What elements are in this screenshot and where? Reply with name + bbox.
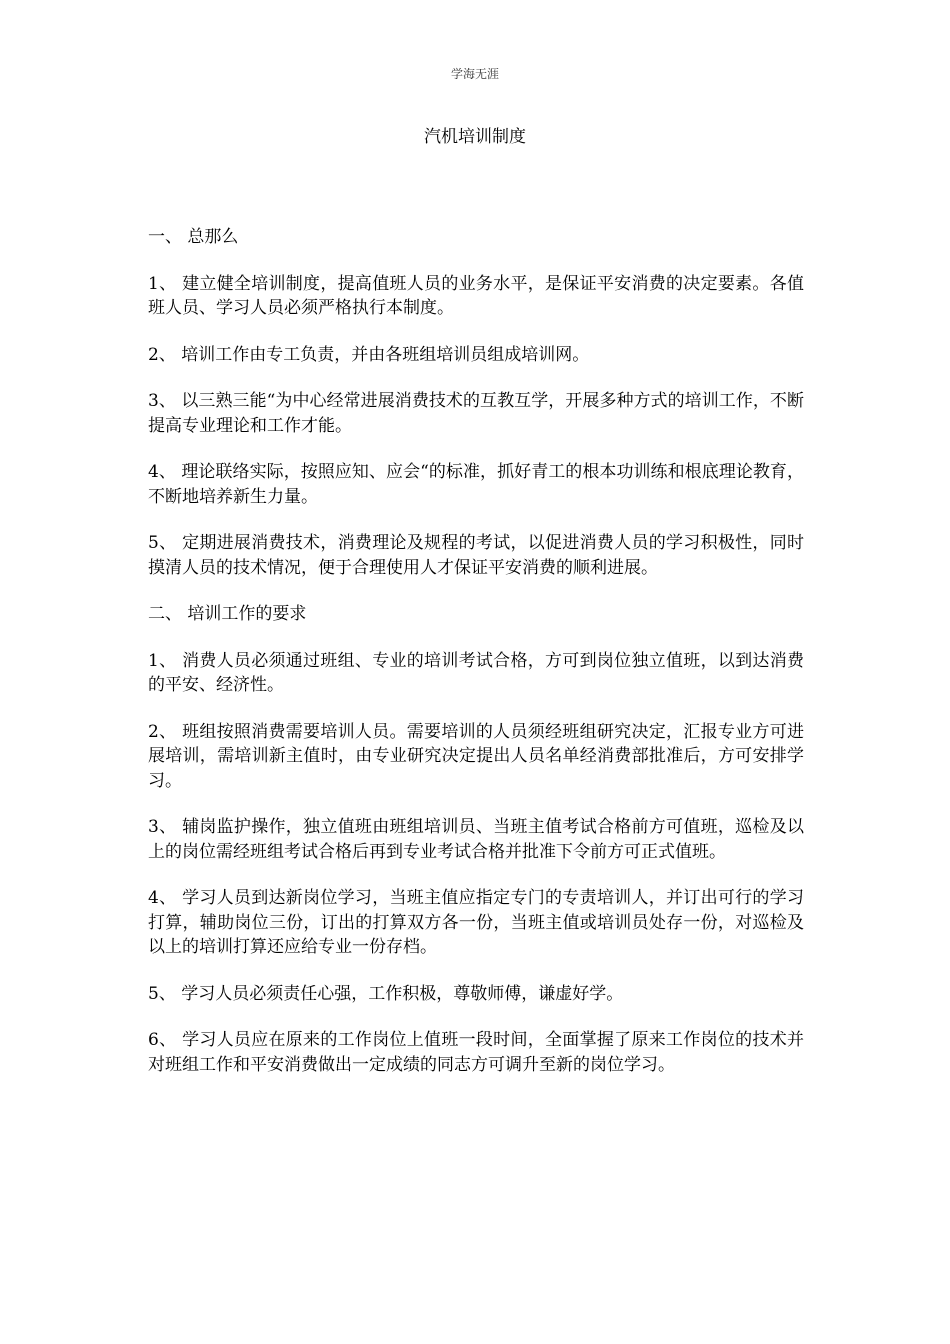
paragraph: 1、 消费人员必须通过班组、专业的培训考试合格，方可到岗位独立值班，以到达消费的平安、经济性。 bbox=[148, 650, 804, 695]
paragraph: 2、 班组按照消费需要培训人员。需要培训的人员须经班组研究决定，汇报专业方可进展培训，需培训新主值时，由专业研究决定提出人员名单经消费部批准后，方可安排学习。 bbox=[148, 721, 804, 791]
paragraph: 5、 定期进展消费技术，消费理论及规程的考试，以促进消费人员的学习积极性，同时摸清人员的技术情况，便于合理使用人才保证平安消费的顺利进展。 bbox=[148, 533, 804, 578]
paragraph: 5、 学习人员必须责任心强，工作积极，尊敬师傅，谦虚好学。 bbox=[148, 983, 624, 1004]
document-title: 汽机培训制度 bbox=[424, 127, 526, 147]
document-body bbox=[148, 225, 804, 1099]
paragraph: 2、 培训工作由专工负责，并由各班组培训员组成培训网。 bbox=[148, 344, 590, 365]
paragraph: 3、 辅岗监护操作，独立值班由班组培训员、当班主值考试合格前方可值班，巡检及以上的岗位需经班组考试合格后再到专业考试合格并批准下令前方可正式值班。 bbox=[148, 817, 804, 862]
section-heading-general: 一、 总那么 bbox=[148, 227, 239, 247]
paragraph: 6、 学习人员应在原来的工作岗位上值班一段时间，全面掌握了原来工作岗位的技术并对班组工作和平安消费做出一定成绩的同志方可调升至新的岗位学习。 bbox=[148, 1030, 804, 1075]
paragraph: 4、 理论联络实际，按照应知、应会“的标准，抓好青工的根本功训练和根底理论教育，不断地培养新生力量。 bbox=[148, 462, 804, 507]
section-heading-requirements: 二、 培训工作的要求 bbox=[148, 604, 307, 624]
paragraph: 1、 建立健全培训制度，提高值班人员的业务水平，是保证平安消费的决定要素。各值班人员、学习人员必须严格执行本制度。 bbox=[148, 273, 804, 318]
page-header: 学海无涯 bbox=[450, 67, 499, 81]
paragraph: 4、 学习人员到达新岗位学习，当班主值应指定专门的专责培训人，并订出可行的学习打算，辅助岗位三份，订出的打算双方各一份，当班主值或培训员处存一份，对巡检及以上的培训打算还应给专业一份存档。 bbox=[148, 888, 804, 957]
paragraph: 3、 以三熟三能“为中心经常进展消费技术的互教互学，开展多种方式的培训工作，不断提高专业理论和工作才能。 bbox=[148, 391, 804, 436]
